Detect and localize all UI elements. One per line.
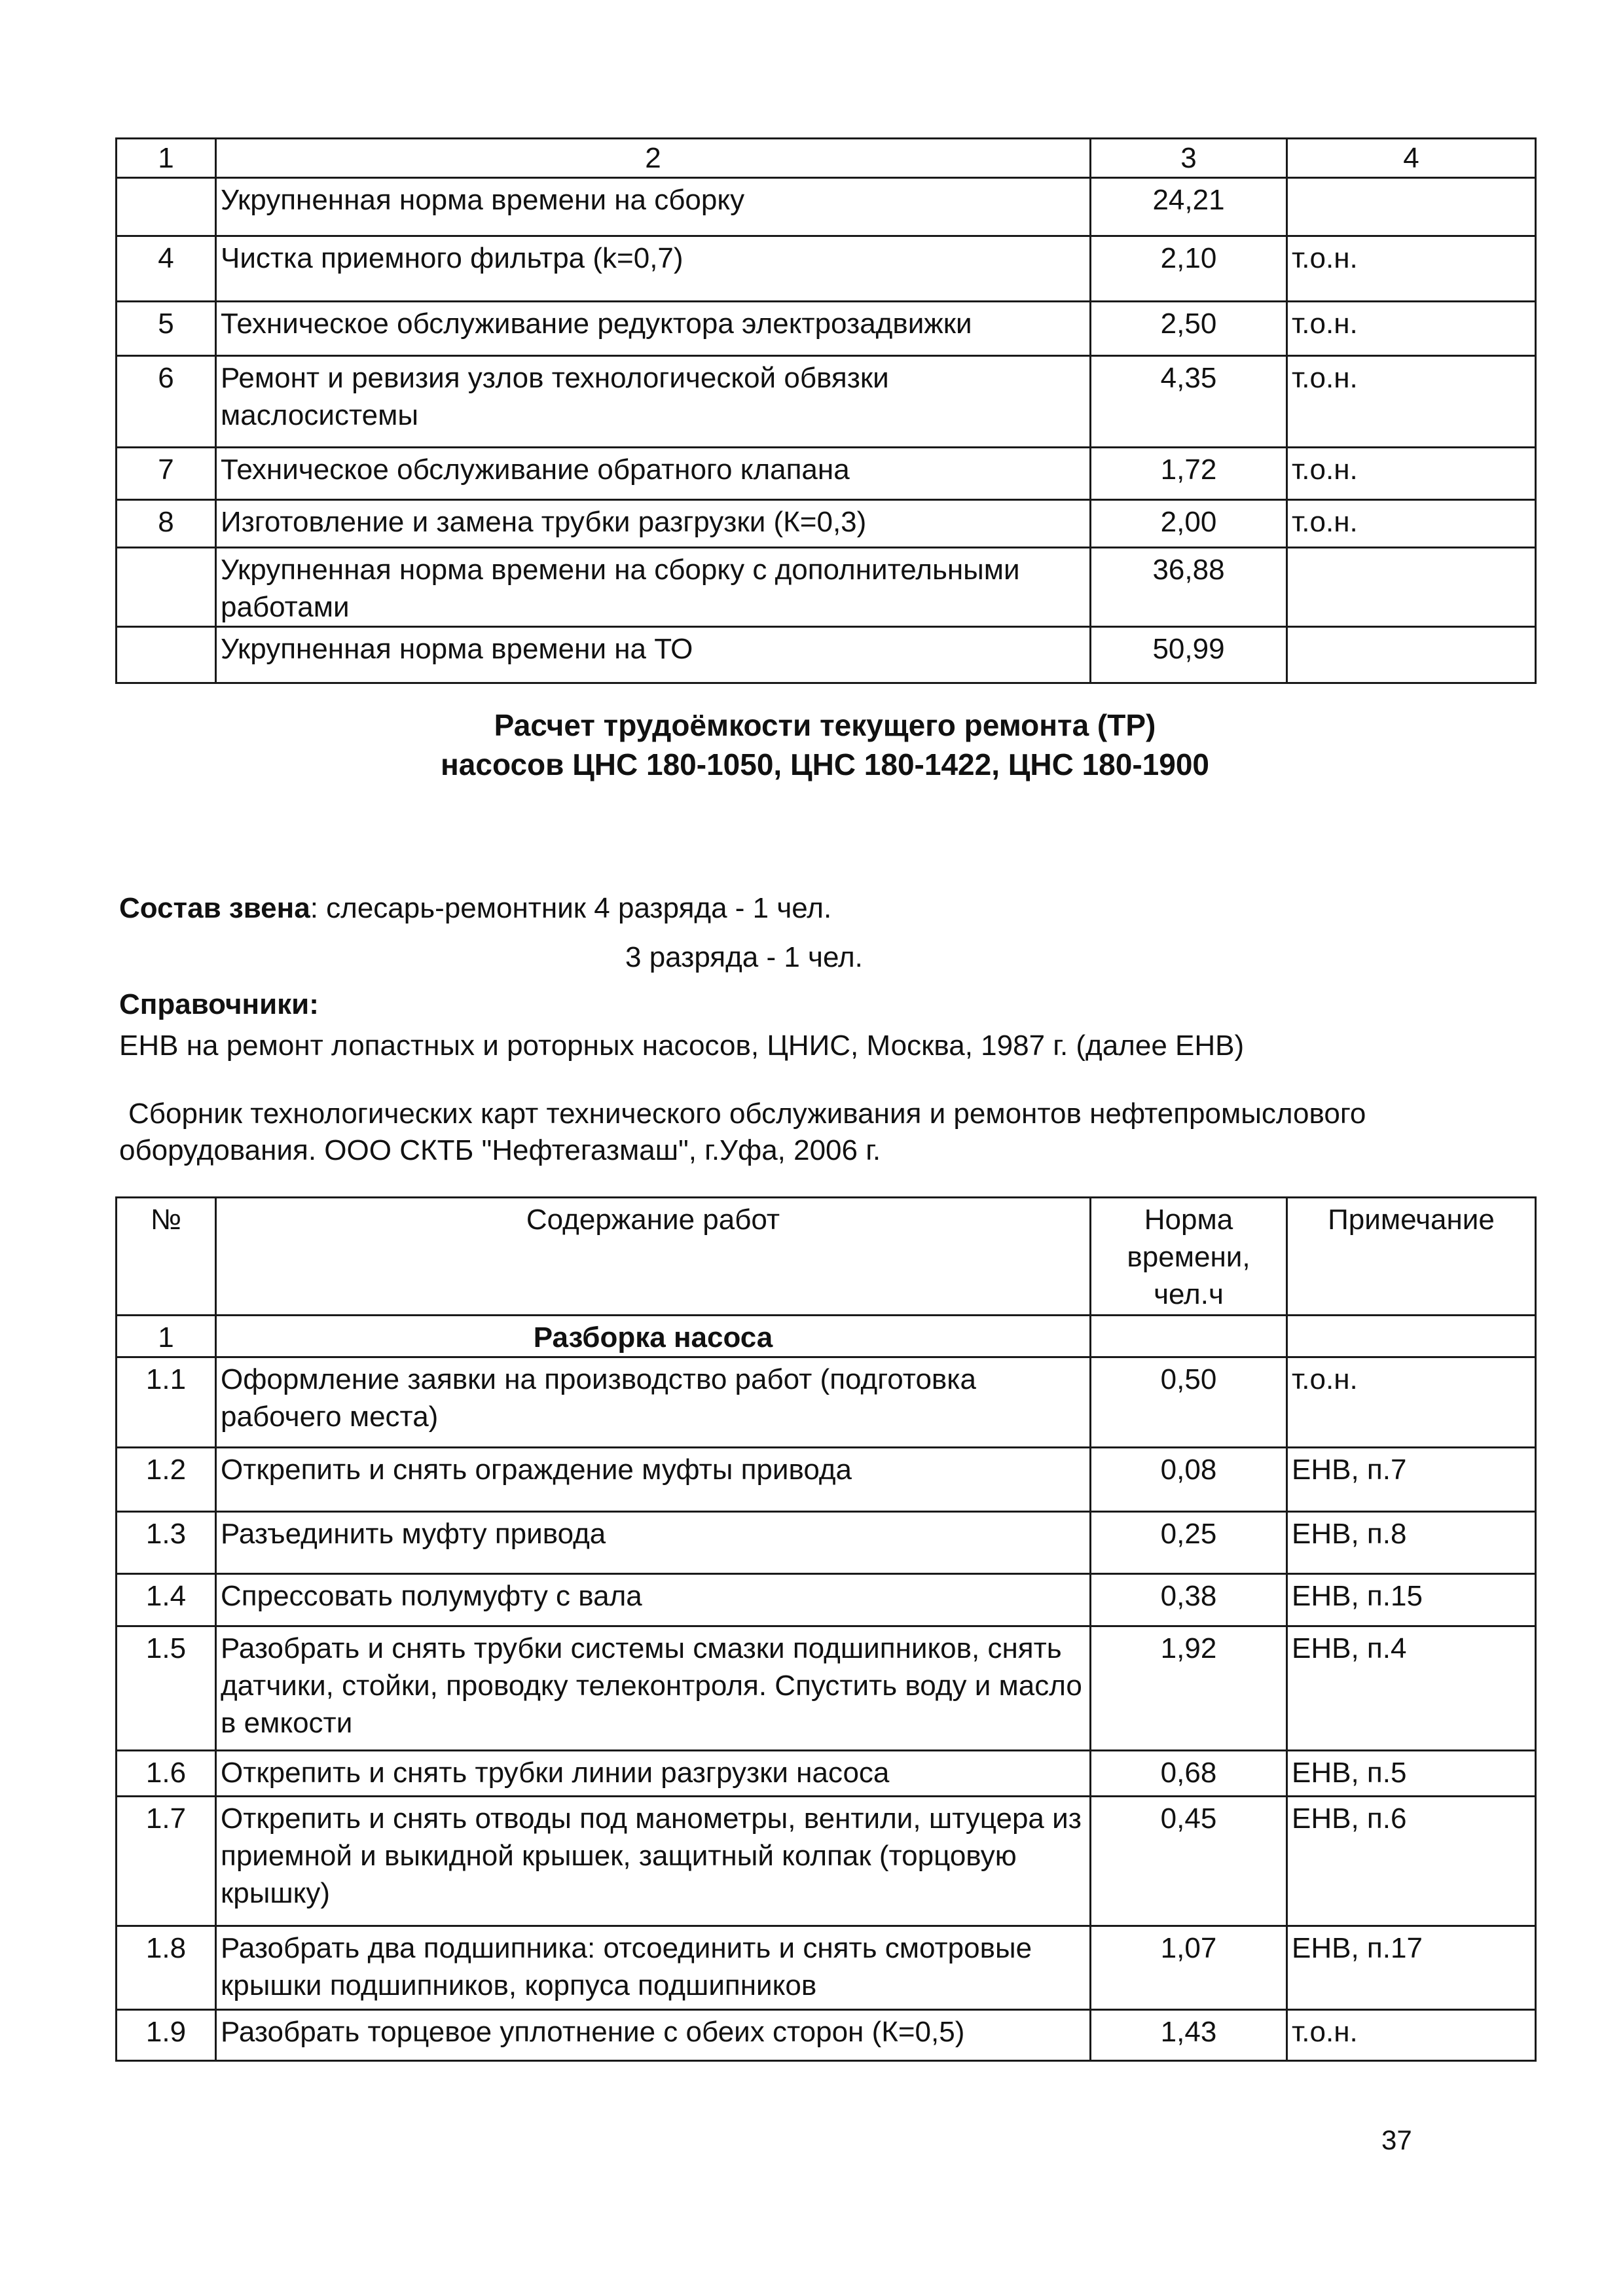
row-note: ЕНВ, п.8 (1287, 1512, 1536, 1574)
row-number: 8 (117, 500, 216, 548)
table-row (117, 1751, 1536, 1797)
table-row (117, 1926, 1536, 2010)
row-norm-value: 0,50 (1091, 1357, 1287, 1448)
table-row (117, 1797, 1536, 1926)
table-row (117, 1512, 1536, 1574)
column-number-2: 2 (216, 139, 1091, 178)
table-row (117, 1626, 1536, 1751)
row-norm-value: 0,45 (1091, 1797, 1287, 1926)
table-row (117, 1448, 1536, 1512)
row-norm-value: 50,99 (1091, 627, 1287, 683)
row-norm-value: 1,43 (1091, 2010, 1287, 2061)
table-row (117, 627, 1536, 683)
row-norm-value: 36,88 (1091, 548, 1287, 627)
row-norm-value: 0,08 (1091, 1448, 1287, 1512)
crew-line-2: 3 разряда - 1 чел. (625, 941, 863, 973)
table-row (117, 236, 1536, 302)
row-note: т.о.н. (1287, 1357, 1536, 1448)
row-norm-value: 0,38 (1091, 1574, 1287, 1626)
row-description: Открепить и снять отводы под манометры, вентили, штуцера из приемной и выкидной крышек, защитный колпак (торцовую крышку) (216, 1797, 1091, 1926)
table-header-row (117, 139, 1536, 178)
row-description: Чистка приемного фильтра (k=0,7) (216, 236, 1091, 302)
row-number: 5 (117, 302, 216, 356)
row-description: Оформление заявки на производство работ (подготовка рабочего места) (216, 1357, 1091, 1448)
table-row (117, 356, 1536, 448)
column-header-content: Содержание работ (216, 1198, 1091, 1316)
row-number: 4 (117, 236, 216, 302)
row-number (117, 178, 216, 236)
column-number-4: 4 (1287, 139, 1536, 178)
row-description: Укрупненная норма времени на сборку с дополнительными работами (216, 548, 1091, 627)
row-norm-value: 1,72 (1091, 448, 1287, 500)
row-number: 1.4 (117, 1574, 216, 1626)
table-row (117, 448, 1536, 500)
row-description: Разобрать торцевое уплотнение с обеих сторон (К=0,5) (216, 2010, 1091, 2061)
row-number: 1.2 (117, 1448, 216, 1512)
reference-1: ЕНВ на ремонт лопастных и роторных насосов, ЦНИС, Москва, 1987 г. (далее ЕНВ) (119, 1030, 1245, 1062)
row-note: ЕНВ, п.15 (1287, 1574, 1536, 1626)
column-header-norm: Норма времени, чел.ч (1091, 1198, 1287, 1316)
table-row (117, 302, 1536, 356)
empty-cell (1287, 1316, 1536, 1357)
column-header-number: № (117, 1198, 216, 1316)
row-number: 1.1 (117, 1357, 216, 1448)
row-norm-value: 2,50 (1091, 302, 1287, 356)
page-title-line-2: насосов ЦНС 180-1050, ЦНС 180-1422, ЦНС 180-1900 (441, 747, 1209, 781)
row-note: т.о.н. (1287, 236, 1536, 302)
section-number: 1 (117, 1316, 216, 1357)
row-description: Открепить и снять ограждение муфты привода (216, 1448, 1091, 1512)
row-number: 1.3 (117, 1512, 216, 1574)
row-norm-value: 0,68 (1091, 1751, 1287, 1797)
row-note: т.о.н. (1287, 2010, 1536, 2061)
row-description: Техническое обслуживание редуктора электрозадвижки (216, 302, 1091, 356)
row-note: ЕНВ, п.5 (1287, 1751, 1536, 1797)
crew-line (119, 890, 831, 927)
page-title-line-1: Расчет трудоёмкости текущего ремонта (ТР) (494, 708, 1156, 742)
table-row (117, 2010, 1536, 2061)
row-note: ЕНВ, п.17 (1287, 1926, 1536, 2010)
row-description: Ремонт и ревизия узлов технологической обвязки маслосистемы (216, 356, 1091, 448)
row-description: Спрессовать полумуфту с вала (216, 1574, 1091, 1626)
empty-cell (1091, 1316, 1287, 1357)
row-norm-value: 0,25 (1091, 1512, 1287, 1574)
row-note (1287, 178, 1536, 236)
row-number: 1.5 (117, 1626, 216, 1751)
crew-line-1: : слесарь-ремонтник 4 разряда - 1 чел. (310, 892, 832, 924)
row-description: Разобрать и снять трубки системы смазки подшипников, снять датчики, стойки, проводку телеконтроля. Спустить воду и масло в емкости (216, 1626, 1091, 1751)
row-note: ЕНВ, п.7 (1287, 1448, 1536, 1512)
column-number-3: 3 (1091, 139, 1287, 178)
row-note (1287, 548, 1536, 627)
table-row (117, 548, 1536, 627)
row-note: ЕНВ, п.4 (1287, 1626, 1536, 1751)
section-row (117, 1316, 1536, 1357)
row-number: 7 (117, 448, 216, 500)
row-number: 1.8 (117, 1926, 216, 2010)
row-description: Укрупненная норма времени на ТО (216, 627, 1091, 683)
table-row (117, 178, 1536, 236)
row-number (117, 548, 216, 627)
row-note: т.о.н. (1287, 302, 1536, 356)
row-note: т.о.н. (1287, 448, 1536, 500)
row-norm-value: 1,92 (1091, 1626, 1287, 1751)
row-norm-value: 1,07 (1091, 1926, 1287, 2010)
row-description: Укрупненная норма времени на сборку (216, 178, 1091, 236)
crew-label: Состав звена (119, 892, 310, 924)
row-description: Разобрать два подшипника: отсоединить и снять смотровые крышки подшипников, корпуса подшипников (216, 1926, 1091, 2010)
repair-works-table (115, 1196, 1537, 2062)
references-label-text: Справочники: (119, 988, 319, 1020)
section-title: Разборка насоса (216, 1316, 1091, 1357)
row-note: т.о.н. (1287, 356, 1536, 448)
row-note: ЕНВ, п.6 (1287, 1797, 1536, 1926)
row-number: 1.9 (117, 2010, 216, 2061)
row-number: 6 (117, 356, 216, 448)
row-norm-value: 2,00 (1091, 500, 1287, 548)
table-row (117, 1357, 1536, 1448)
page-number: 37 (1381, 2125, 1412, 2155)
row-note: т.о.н. (1287, 500, 1536, 548)
row-norm-value: 4,35 (1091, 356, 1287, 448)
row-norm-value: 2,10 (1091, 236, 1287, 302)
top-norms-table (115, 137, 1537, 684)
row-number: 1.7 (117, 1797, 216, 1926)
table-row (117, 500, 1536, 548)
row-number (117, 627, 216, 683)
row-description: Разъединить муфту привода (216, 1512, 1091, 1574)
references-label (119, 986, 319, 1023)
row-number: 1.6 (117, 1751, 216, 1797)
row-note (1287, 627, 1536, 683)
table-row (117, 1574, 1536, 1626)
table-header-row (117, 1198, 1536, 1316)
row-description: Изготовление и замена трубки разгрузки (К=0,3) (216, 500, 1091, 548)
column-number-1: 1 (117, 139, 216, 178)
row-norm-value: 24,21 (1091, 178, 1287, 236)
row-description: Открепить и снять трубки линии разгрузки насоса (216, 1751, 1091, 1797)
column-header-note: Примечание (1287, 1198, 1536, 1316)
reference-2-line-1: Сборник технологических карт технического обслуживания и ремонтов нефтепромыслового (128, 1098, 1366, 1130)
reference-2-line-2: оборудования. ООО СКТБ "Нефтегазмаш", г.Уфа, 2006 г. (119, 1134, 881, 1166)
row-description: Техническое обслуживание обратного клапана (216, 448, 1091, 500)
